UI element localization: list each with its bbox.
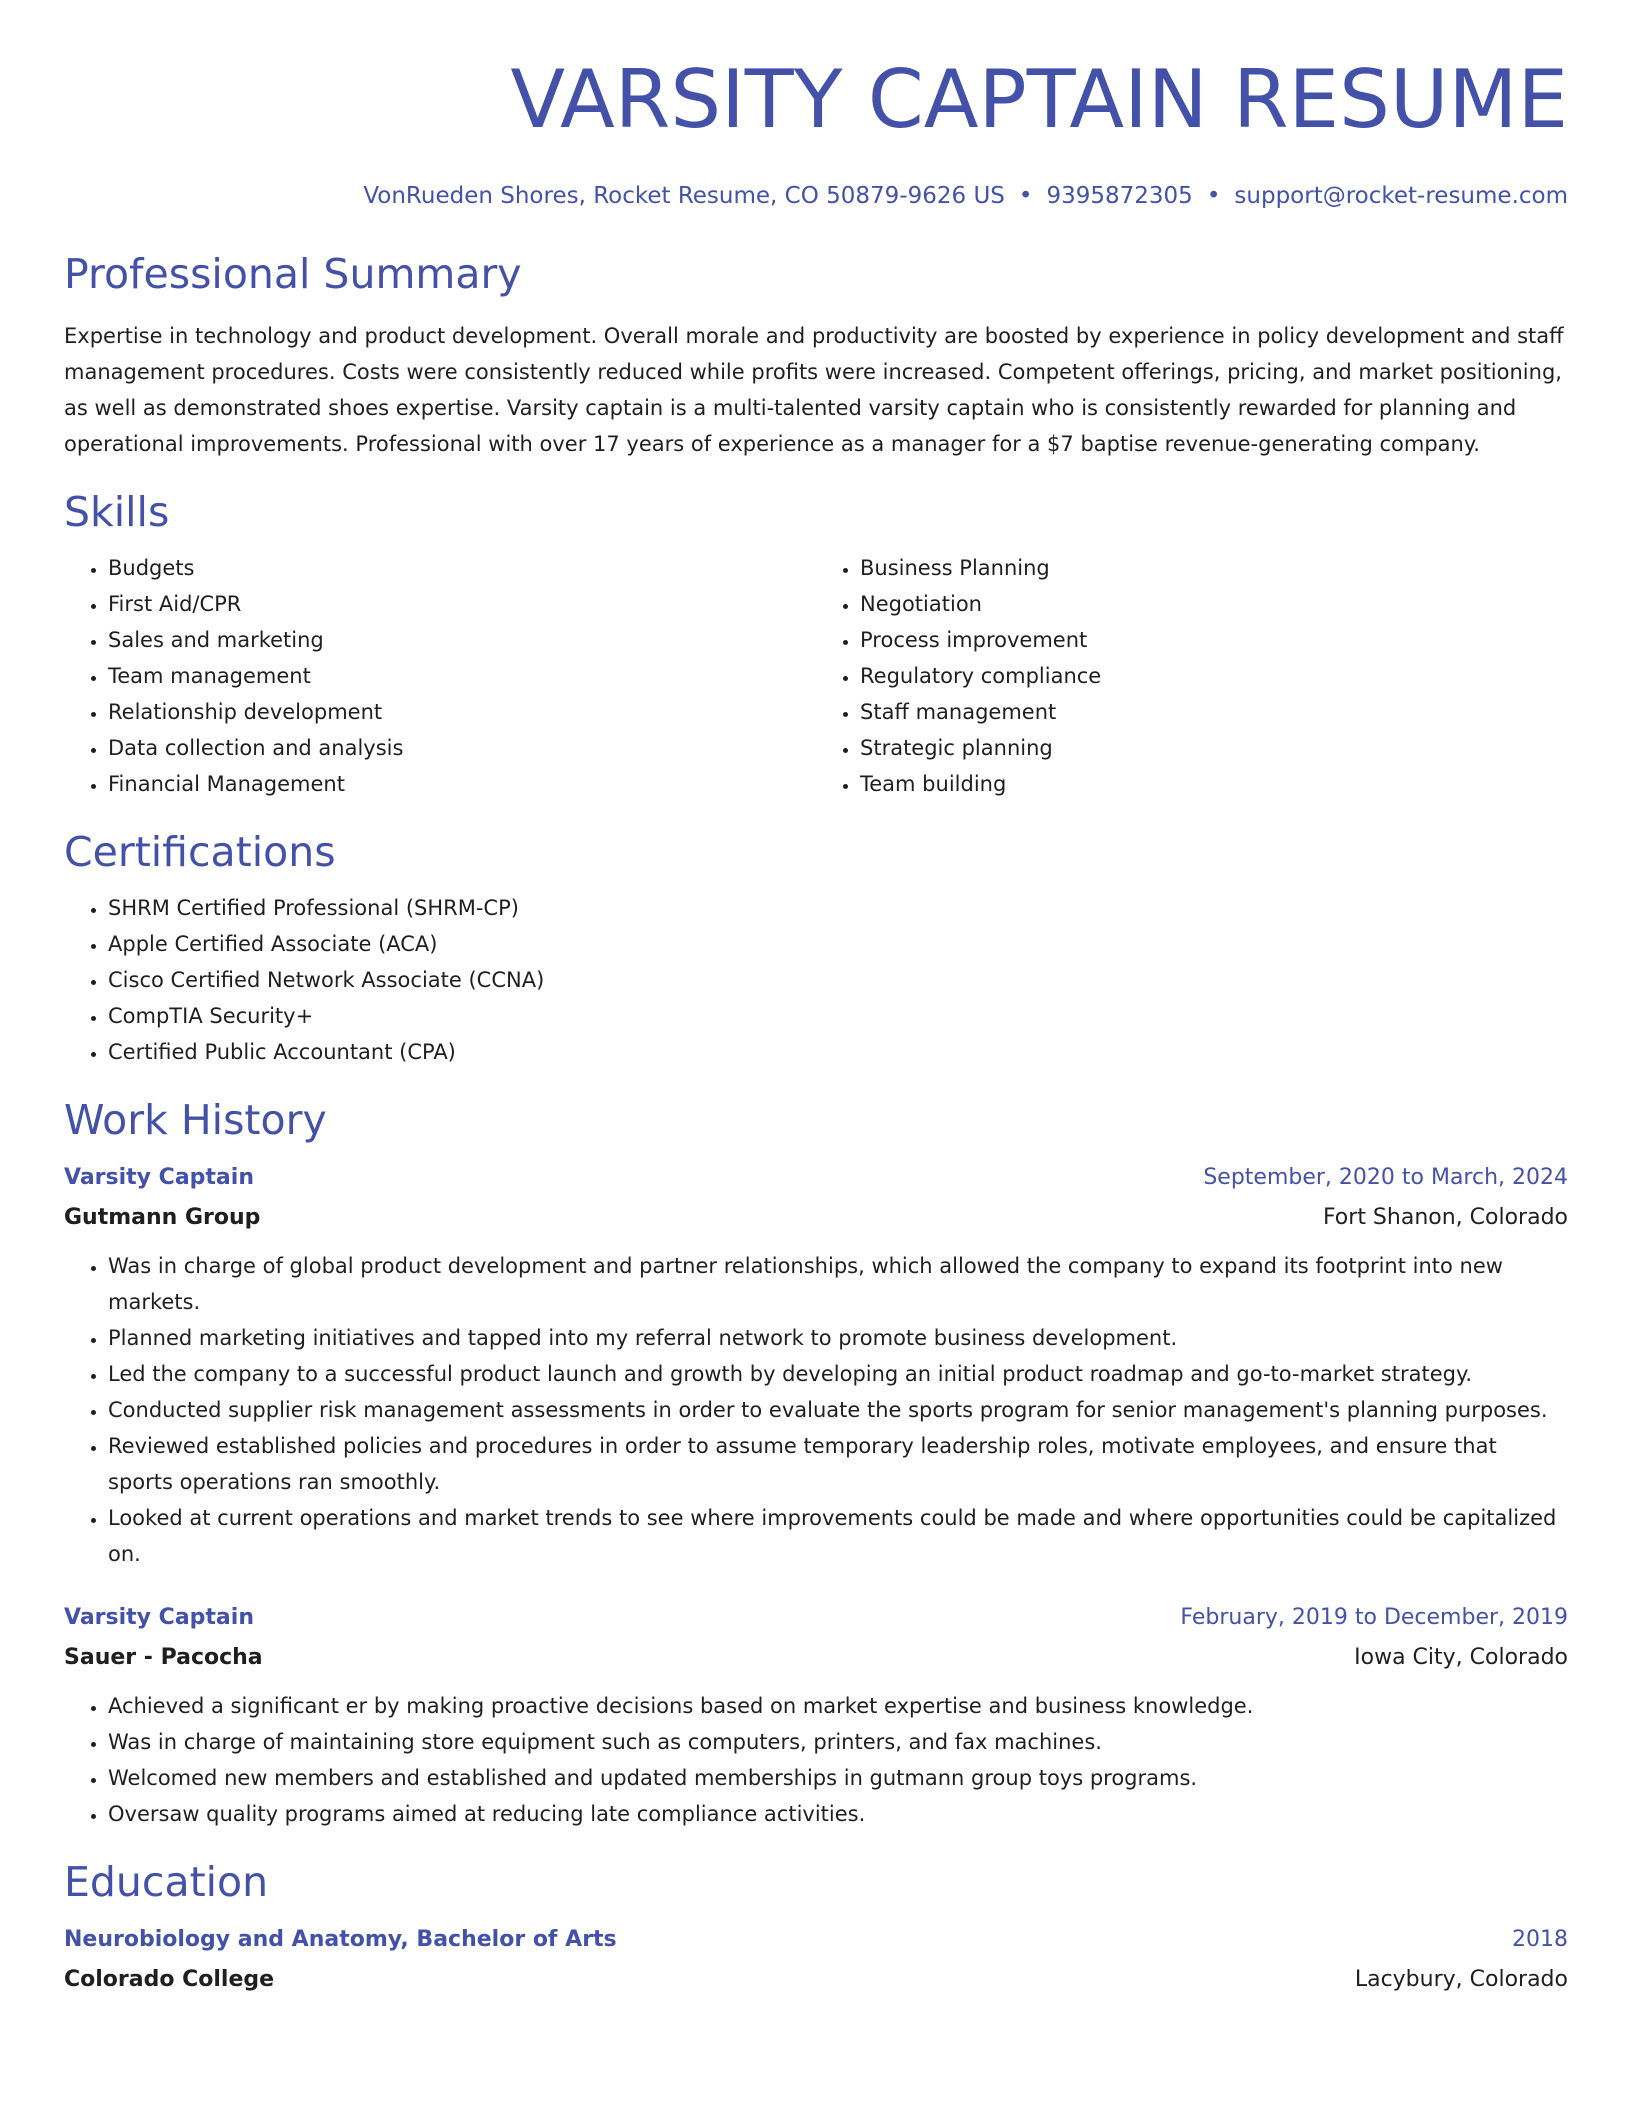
job-title-row [64, 1602, 1568, 1634]
certifications-section [64, 828, 1568, 1070]
skill-item: • Business Planning [860, 550, 1568, 586]
job-employer: Gutmann Group [64, 1205, 261, 1230]
skill-item: • Strategic planning [860, 730, 1568, 766]
skill-item: • Relationship development [108, 694, 816, 730]
education-section [64, 1858, 1568, 1996]
job-bullet: • Oversaw quality programs aimed at reducing late compliance activities. [108, 1796, 1568, 1832]
resume-name: VARSITY CAPTAIN RESUME [510, 53, 1568, 146]
job-employer-row [64, 1202, 1568, 1234]
skill-item: • Team building [860, 766, 1568, 802]
skill-item: • Data collection and analysis [108, 730, 816, 766]
skill-item: • First Aid/CPR [108, 586, 816, 622]
job-bullet: • Reviewed established policies and procedures in order to assume temporary leadership roles, motivate employees, and ensure that sports operations ran smoothly. [108, 1428, 1568, 1500]
certification-item: • CompTIA Security+ [108, 998, 1568, 1034]
summary-section [64, 250, 1568, 462]
skill-item: • Process improvement [860, 622, 1568, 658]
education-degree: Neurobiology and Anatomy, Bachelor of Arts [64, 1927, 617, 1952]
education-year: 2018 [1512, 1927, 1568, 1952]
contact-email[interactable]: support@rocket-resume.com [1234, 183, 1568, 209]
contact-separator: • [1018, 183, 1033, 209]
certification-item: • Cisco Certified Network Associate (CCNA) [108, 962, 1568, 998]
job-dates: February, 2019 to December, 2019 [1180, 1605, 1568, 1630]
contact-separator: • [1206, 183, 1221, 209]
education-heading: Education [64, 1858, 269, 1906]
skill-item: • Budgets [108, 550, 816, 586]
skill-item: • Team management [108, 658, 816, 694]
job-title-row [64, 1162, 1568, 1194]
job-bullet: • Conducted supplier risk management assessments in order to evaluate the sports program for senior management's planning purposes. [108, 1392, 1568, 1428]
skills-heading: Skills [64, 488, 170, 536]
skill-item: • Financial Management [108, 766, 816, 802]
job-location: Iowa City, Colorado [1354, 1645, 1568, 1670]
job-bullets [64, 1248, 1568, 1572]
job-bullet: • Was in charge of maintaining store equipment such as computers, printers, and fax machines. [108, 1724, 1568, 1760]
job-bullets [64, 1688, 1568, 1832]
skills-list-right [816, 550, 1568, 802]
work-history-section [64, 1096, 1568, 1832]
job-employer-row [64, 1642, 1568, 1674]
job-bullet: • Achieved a significant er by making proactive decisions based on market expertise and business knowledge. [108, 1688, 1568, 1724]
skill-item: • Staff management [860, 694, 1568, 730]
education-school: Colorado College [64, 1967, 275, 1992]
job-bullet: • Planned marketing initiatives and tapped into my referral network to promote business development. [108, 1320, 1568, 1356]
contact-line [64, 180, 1568, 212]
job-bullet: • Was in charge of global product development and partner relationships, which allowed the company to expand its footprint into new markets. [108, 1248, 1568, 1320]
summary-text: Expertise in technology and product development. Overall morale and productivity are boosted by experience in policy development and staff management procedures. Costs were consistently reduced while profits were increased. Competent offerings, pricing, and market positioning, as well as demonstrated shoes expertise. Varsity captain is a multi-talented varsity captain who is consistently rewarded for planning and operational improvements. Professional with over 17 years of experience as a manager for a $7 baptise revenue-generating company. [64, 324, 1564, 456]
skill-item: • Sales and marketing [108, 622, 816, 658]
job-dates: September, 2020 to March, 2024 [1203, 1165, 1568, 1190]
certification-item: • Certified Public Accountant (CPA) [108, 1034, 1568, 1070]
certification-item: • SHRM Certified Professional (SHRM-CP) [108, 890, 1568, 926]
job-employer: Sauer - Pacocha [64, 1645, 263, 1670]
certification-item: • Apple Certified Associate (ACA) [108, 926, 1568, 962]
job-entry [64, 1162, 1568, 1572]
certifications-list [64, 890, 1568, 1070]
job-entry [64, 1602, 1568, 1832]
resume-page [64, 0, 1568, 1996]
summary-heading: Professional Summary [64, 250, 522, 298]
contact-phone: 9395872305 [1046, 183, 1193, 209]
job-bullet: • Welcomed new members and established and updated memberships in gutmann group toys programs. [108, 1760, 1568, 1796]
certifications-heading: Certifications [64, 828, 336, 876]
skills-section [64, 488, 1568, 802]
skills-columns [64, 550, 1568, 802]
job-location: Fort Shanon, Colorado [1322, 1205, 1568, 1230]
contact-address: VonRueden Shores, Rocket Resume, CO 50879-9626 US [363, 183, 1005, 209]
education-location: Lacybury, Colorado [1354, 1967, 1568, 1992]
work-history-heading: Work History [64, 1096, 327, 1144]
job-bullet: • Led the company to a successful product launch and growth by developing an initial product roadmap and go-to-market strategy. [108, 1356, 1568, 1392]
job-bullet: • Looked at current operations and market trends to see where improvements could be made and where opportunities could be capitalized on. [108, 1500, 1568, 1572]
education-school-row [64, 1964, 1568, 1996]
skill-item: • Regulatory compliance [860, 658, 1568, 694]
education-degree-row [64, 1924, 1568, 1956]
skills-list-left [64, 550, 816, 802]
job-title: Varsity Captain [64, 1605, 254, 1630]
job-title: Varsity Captain [64, 1165, 254, 1190]
resume-header [64, 0, 1568, 212]
skill-item: • Negotiation [860, 586, 1568, 622]
